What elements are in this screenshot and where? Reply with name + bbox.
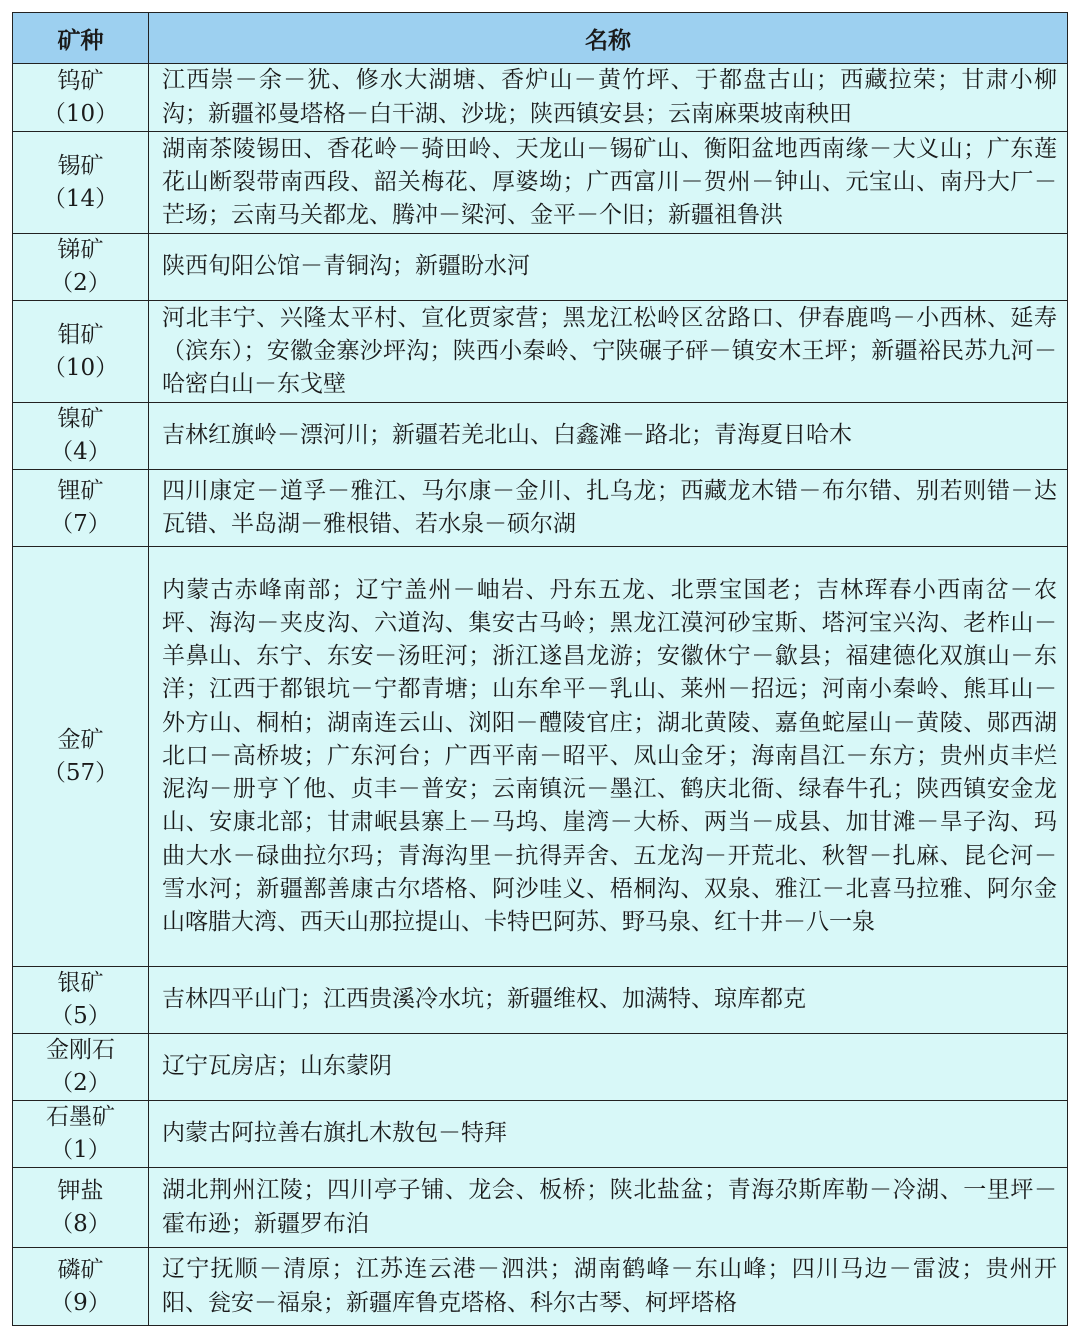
mineral-count: （7）: [50, 511, 111, 537]
mineral-areas-table: [12, 12, 1068, 1326]
mineral-count: （2）: [50, 1070, 111, 1096]
mineral-cell: [13, 234, 149, 301]
mineral-label: 锡矿: [57, 152, 104, 179]
table-row: [13, 132, 1068, 234]
table-row: [13, 1034, 1068, 1101]
mineral-label: 钼矿: [57, 321, 104, 348]
mineral-cell: [13, 547, 149, 967]
names-cell: 陕西旬阳公馆－青铜沟；新疆盼水河: [149, 234, 1068, 301]
mineral-cell: [13, 403, 149, 470]
mineral-count: （4）: [50, 439, 111, 465]
names-cell: 内蒙古阿拉善右旗扎木敖包－特拜: [149, 1101, 1068, 1168]
mineral-cell: [13, 1034, 149, 1101]
mineral-label: 钾盐: [57, 1177, 104, 1204]
table-row: [13, 1248, 1068, 1326]
names-cell: 吉林四平山门；江西贵溪冷水坑；新疆维权、加满特、琼库都克: [149, 967, 1068, 1034]
names-cell: 江西崇－余－犹、修水大湖塘、香炉山－黄竹坪、于都盘古山；西藏拉荣；甘肃小柳沟；新疆祁曼塔格－白干湖、沙垅；陕西镇安县；云南麻栗坡南秧田: [149, 64, 1068, 132]
table-header-row: [13, 13, 1068, 64]
table-row: [13, 301, 1068, 403]
names-cell: 辽宁瓦房店；山东蒙阴: [149, 1034, 1068, 1101]
table-row: [13, 470, 1068, 547]
mineral-cell: [13, 64, 149, 132]
names-cell: 湖南茶陵锡田、香花岭－骑田岭、天龙山－锡矿山、衡阳盆地西南缘－大义山；广东莲花山断裂带南西段、韶关梅花、厚婆坳；广西富川－贺州－钟山、元宝山、南丹大厂－芒场；云南马关都龙、腾冲－梁河、金平－个旧；新疆祖鲁洪: [149, 132, 1068, 234]
mineral-count: （8）: [50, 1210, 111, 1237]
mineral-cell: [13, 1101, 149, 1168]
mineral-cell: [13, 967, 149, 1034]
mineral-count: （57）: [42, 759, 119, 786]
mineral-label: 钨矿: [57, 67, 104, 94]
names-cell: 湖北荆州江陵；四川亭子铺、龙会、板桥；陕北盐盆；青海尕斯库勒－冷湖、一里坪－霍布逊；新疆罗布泊: [149, 1168, 1068, 1248]
mineral-count: （1）: [50, 1137, 111, 1163]
mineral-count: （14）: [42, 185, 119, 212]
mineral-count: （10）: [42, 354, 119, 381]
mineral-count: （10）: [42, 100, 119, 127]
names-cell: 辽宁抚顺－清原；江苏连云港－泗洪；湖南鹤峰－东山峰；四川马边－雷波；贵州开阳、瓮安－福泉；新疆库鲁克塔格、科尔古琴、柯坪塔格: [149, 1248, 1068, 1326]
mineral-label: 银矿: [57, 970, 104, 996]
mineral-cell: [13, 1168, 149, 1248]
column-header-mineral: 矿种: [13, 13, 149, 64]
table-row: [13, 547, 1068, 967]
names-cell: 河北丰宁、兴隆太平村、宣化贾家营；黑龙江松岭区岔路口、伊春鹿鸣－小西林、延寿（滨东）；安徽金寨沙坪沟；陕西小秦岭、宁陕碾子砰－镇安木王坪；新疆裕民苏九河－哈密白山－东戈壁: [149, 301, 1068, 403]
table-row: [13, 64, 1068, 132]
names-cell: 吉林红旗岭－漂河川；新疆若羌北山、白鑫滩－路北；青海夏日哈木: [149, 403, 1068, 470]
names-cell: 四川康定－道孚－雅江、马尔康－金川、扎乌龙；西藏龙木错－布尔错、别若则错－达瓦错、半岛湖－雅根错、若水泉－硕尔湖: [149, 470, 1068, 547]
table-row: [13, 234, 1068, 301]
mineral-table-container: [12, 12, 1068, 1326]
mineral-label: 金刚石: [46, 1037, 115, 1063]
column-header-names: 名称: [149, 13, 1068, 64]
table-row: [13, 1101, 1068, 1168]
mineral-cell: [13, 470, 149, 547]
mineral-count: （5）: [50, 1003, 111, 1029]
table-row: [13, 967, 1068, 1034]
mineral-label: 金矿: [57, 726, 104, 753]
mineral-cell: [13, 132, 149, 234]
mineral-count: （2）: [50, 270, 111, 296]
names-cell: 内蒙古赤峰南部；辽宁盖州－岫岩、丹东五龙、北票宝国老；吉林珲春小西南岔－农坪、海沟－夹皮沟、六道沟、集安古马岭；黑龙江漠河砂宝斯、塔河宝兴沟、老柞山－羊鼻山、东宁、东安－汤旺河；浙江遂昌龙游；安徽休宁－歙县；福建德化双旗山－东洋；江西于都银坑－宁都青塘；山东牟平－乳山、莱州－招远；河南小秦岭、熊耳山－外方山、桐柏；湖南连云山、浏阳－醴陵官庄；湖北黄陵、嘉鱼蛇屋山－黄陵、郧西湖北口－高桥坡；广东河台；广西平南－昭平、凤山金牙；海南昌江－东方；贵州贞丰烂泥沟－册亨丫他、贞丰－普安；云南镇沅－墨江、鹤庆北衙、绿春牛孔；陕西镇安金龙山、安康北部；甘肃岷县寨上－马坞、崖湾－大桥、两当－成县、加甘滩－旱子沟、玛曲大水－碌曲拉尔玛；青海沟里－抗得弄舍、五龙沟－开荒北、秋智－扎麻、昆仑河－雪水河；新疆鄯善康古尔塔格、阿沙哇义、梧桐沟、双泉、雅江－北喜马拉雅、阿尔金山喀腊大湾、西天山那拉提山、卡特巴阿苏、野马泉、红十井－八一泉: [149, 547, 1068, 967]
mineral-count: （9）: [50, 1289, 111, 1316]
mineral-label: 磷矿: [57, 1256, 104, 1283]
mineral-label: 石墨矿: [46, 1104, 115, 1130]
mineral-cell: [13, 1248, 149, 1326]
table-row: [13, 1168, 1068, 1248]
mineral-cell: [13, 301, 149, 403]
mineral-label: 锂矿: [57, 478, 104, 504]
mineral-label: 锑矿: [57, 237, 104, 263]
table-row: [13, 403, 1068, 470]
mineral-label: 镍矿: [57, 406, 104, 432]
